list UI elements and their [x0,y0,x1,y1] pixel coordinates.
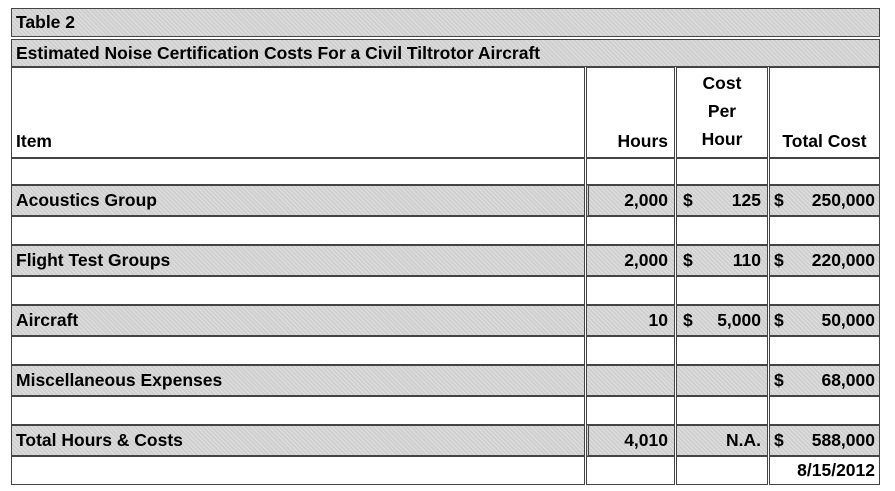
totals-total-cost [769,425,880,456]
blank-cell [11,336,585,365]
row-item: Flight Test Groups [11,245,585,276]
row-cost-per-hour [676,305,768,336]
blank-cell [676,216,768,245]
blank-cell [676,396,768,425]
row-cost-per-hour [676,185,768,216]
total-value: 250,000 [811,190,875,210]
blank-cell [769,276,880,305]
currency-symbol: $ [774,430,784,450]
table-row [11,185,880,216]
blank-cell [586,336,675,365]
date-row [11,456,880,485]
totals-cost-per-hour: N.A. [676,425,768,456]
row-item: Acoustics Group [11,185,585,216]
header-cost-line2: Per [707,101,737,121]
currency-symbol: $ [774,250,784,270]
row-hours: 10 [586,305,675,336]
row-item: Miscellaneous Expenses [11,365,585,396]
row-total-cost [769,365,880,396]
header-cost-per-hour [676,67,768,158]
currency-symbol: $ [683,310,693,330]
cost-value: 110 [732,250,761,270]
totals-label: Total Hours & Costs [11,425,585,456]
blank-cell [676,276,768,305]
totals-row [11,425,880,456]
blank-row [11,276,880,305]
header-item: Item [11,67,585,158]
total-value: 50,000 [821,310,875,330]
cost-value: 125 [731,190,761,210]
blank-cell [11,158,585,185]
row-cost-per-hour [676,245,768,276]
row-hours: 2,000 [586,185,675,216]
row-cost-per-hour [676,365,768,396]
blank-cell [769,158,880,185]
header-cost-line1: Cost [702,73,742,93]
header-row [11,67,880,158]
blank-cell [769,396,880,425]
row-hours: 2,000 [586,245,675,276]
blank-cell [586,216,675,245]
blank-row [11,336,880,365]
blank-row [11,216,880,245]
total-value: 220,000 [811,250,875,270]
table-title: Estimated Noise Certification Costs For a Civil Tiltrotor Aircraft [11,39,880,67]
table-title-row [11,39,880,67]
totals-hours: 4,010 [586,425,675,456]
blank-cell [676,456,768,485]
blank-cell [586,276,675,305]
table-label-row [11,8,880,37]
row-total-cost [769,305,880,336]
blank-cell [586,456,675,485]
blank-cell [11,396,585,425]
total-value: 588,000 [811,430,875,450]
blank-row [11,396,880,425]
blank-cell [11,456,585,485]
header-total-cost: Total Cost [769,67,880,158]
currency-symbol: $ [683,250,693,270]
blank-cell [769,336,880,365]
table-row [11,245,880,276]
table-label: Table 2 [11,8,880,37]
row-item: Aircraft [11,305,585,336]
header-cost-line3: Hour [701,129,743,149]
row-total-cost [769,245,880,276]
currency-symbol: $ [683,190,693,210]
currency-symbol: $ [774,370,784,390]
blank-cell [11,276,585,305]
blank-cell [676,158,768,185]
blank-cell [586,158,675,185]
table-row [11,305,880,336]
blank-row [11,158,880,185]
total-value: 68,000 [821,370,875,390]
blank-cell [586,396,675,425]
cost-value: 5,000 [717,310,761,330]
blank-cell [676,336,768,365]
row-hours [586,365,675,396]
table-row [11,365,880,396]
currency-symbol: $ [774,310,784,330]
currency-symbol: $ [774,190,784,210]
blank-cell [11,216,585,245]
header-hours: Hours [586,67,675,158]
row-total-cost [769,185,880,216]
table-date: 8/15/2012 [769,456,880,485]
blank-cell [769,216,880,245]
